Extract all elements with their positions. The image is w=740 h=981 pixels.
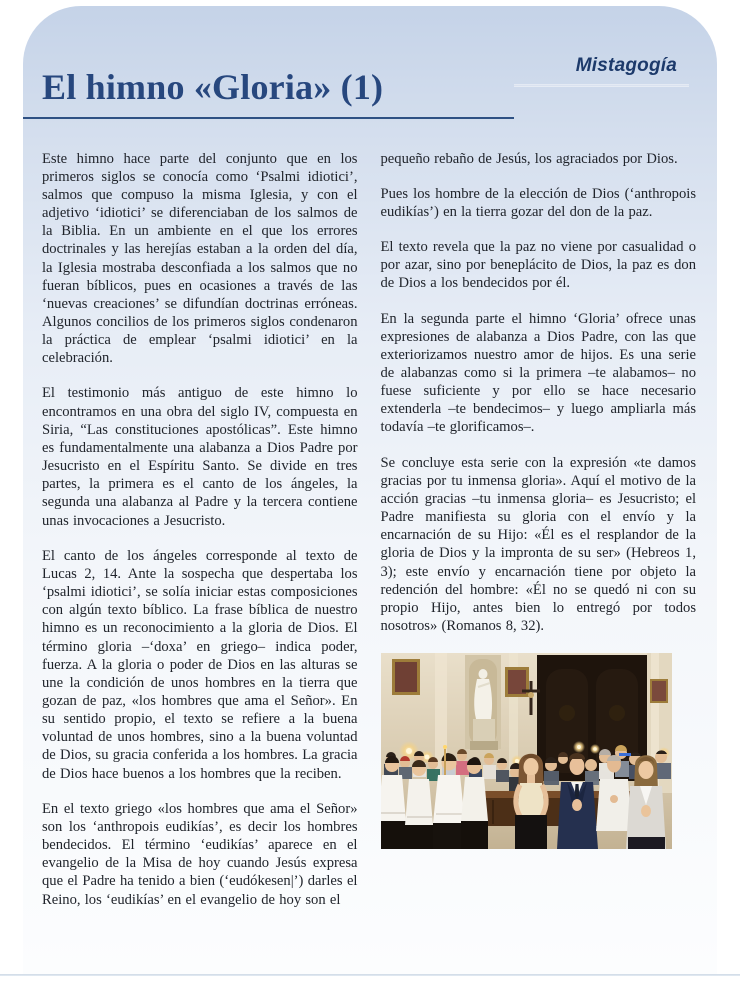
paragraph: Este himno hace parte del conjunto que en los primeros siglos se conocía como ‘Psalmi idiotici’, salmos que compuso la misma Iglesia, y con el adjetivo ‘idiotici’ se diferenciaban de los salmos de la Biblia. En un ambiente en el que los errores doctrinales y las herejías estaban a la orden del día, la Iglesia mostraba desconfiada a los salmos que no fueran bíblicos, pues en ocasiones a través de las ‘nuevas creaciones’ se difundían doctrinas erróneas. Algunos concilios de los primeros siglos condenaron la práctica de emplear ‘psalmi idiotici’ en la celebración. [42, 150, 358, 367]
paragraph: El canto de los ángeles corresponde al texto de Lucas 2, 14. Ante la sospecha que despertaba los ‘psalmi idiotici’, se solía iniciar estas composiciones con algún texto bíblico. La frase bíblica de nuestro himno es un reconocimiento a la gloria de Dios. El término gloria –‘doxa’ en griego– indica poder, fuerza. A la gloria o poder de Dios en las alturas se une la condición de unos hombres en la tierra que gozan de paz, «los hombres que ama el Señor». En su sentido propio, el texto se refiere a la buena voluntad de unos hombres, sino a la buena voluntad de Dios, su gracia conferida a los hombres. La gracia de Dios hace buenos a los hombres que la reciben. [42, 547, 358, 782]
article-body [42, 150, 696, 909]
page-title: El himno «Gloria» (1) [42, 67, 384, 107]
masthead-rule [514, 84, 689, 87]
page-bottom-rule [0, 974, 740, 976]
right-column-text [381, 150, 697, 636]
paragraph: El texto revela que la paz no viene por casualidad o por azar, sino por beneplácito de Dios, la paz es don de Dios a los bendecidos por él. [380, 239, 696, 292]
paragraph: En el texto griego «los hombres que ama el Señor» son los ‘anthropois eudikías’, es decir los hombres bendecidos. El término ‘eudikías’ aparece en el evangelio de la Misa de hoy cuando Jesús expresa que el Padre ha tenido a bien (‘eudókesen|’) darles el Reino, los ‘eudikías’ en el evangelio de hoy son el [42, 800, 358, 908]
statue [465, 655, 501, 750]
paragraph: Se concluye esta serie con la expresión «te damos gracias por tu inmensa gloria». Aquí el motivo de la acción gracias –tu inmensa gloria– es Jesucristo; el Padre manifiesta su gloria con el envío y la encarnación de su Hijo: «Él es el resplandor de la gloria de Dios y la impronta de su ser» (Hebreos 1, 3); este envío y encarnación tiene por objeto la redención del hombre: «Él no se quedó ni con su propio Hijo, antes bien lo entregó por todos nosotros» (Romanos 8, 32). [380, 454, 696, 635]
left-column [42, 150, 358, 909]
paragraph: Pues los hombre de la elección de Dios (‘anthropois eudikías’) en la tierra gozar del don de la paz. [380, 185, 696, 220]
paragraph: pequeño rebaño de Jesús, los agraciados por Dios. [380, 150, 678, 167]
church-congregation-photo [381, 653, 672, 849]
girl-in-cream-top [515, 754, 547, 849]
church-photo-illustration [381, 653, 672, 849]
title-rule [23, 117, 514, 119]
paragraph: El testimonio más antiguo de este himno lo encontramos en una obra del siglo IV, compuesta en Siria, “Las constituciones apostólicas”. Este himno es fundamentalmente una alabanza a Dios Padre por Jesucristo en el Espíritu Santo. Se divide en tres partes, la primera es el canto de los ángeles, la segunda una alabanza al Padre y la tercera contiene unas invocaciones a Jesucristo. [42, 385, 358, 529]
bulletin-page [23, 6, 717, 974]
masthead [514, 55, 689, 87]
paragraph: En la segunda parte el himno ‘Gloria’ ofrece unas expresiones de alabanza a Dios Padre, con las que exteriorizamos nuestro amor de hijos. Es una serie de alabanzas como si la primera –te alabamos– no fuese suficiente y por ello se hace necesario extenderla –te bendecimos– y luego ampliarla más todavía –te glorificamos–. [380, 310, 696, 436]
right-column [381, 150, 697, 909]
masthead-title: Mistagogía [575, 55, 677, 76]
